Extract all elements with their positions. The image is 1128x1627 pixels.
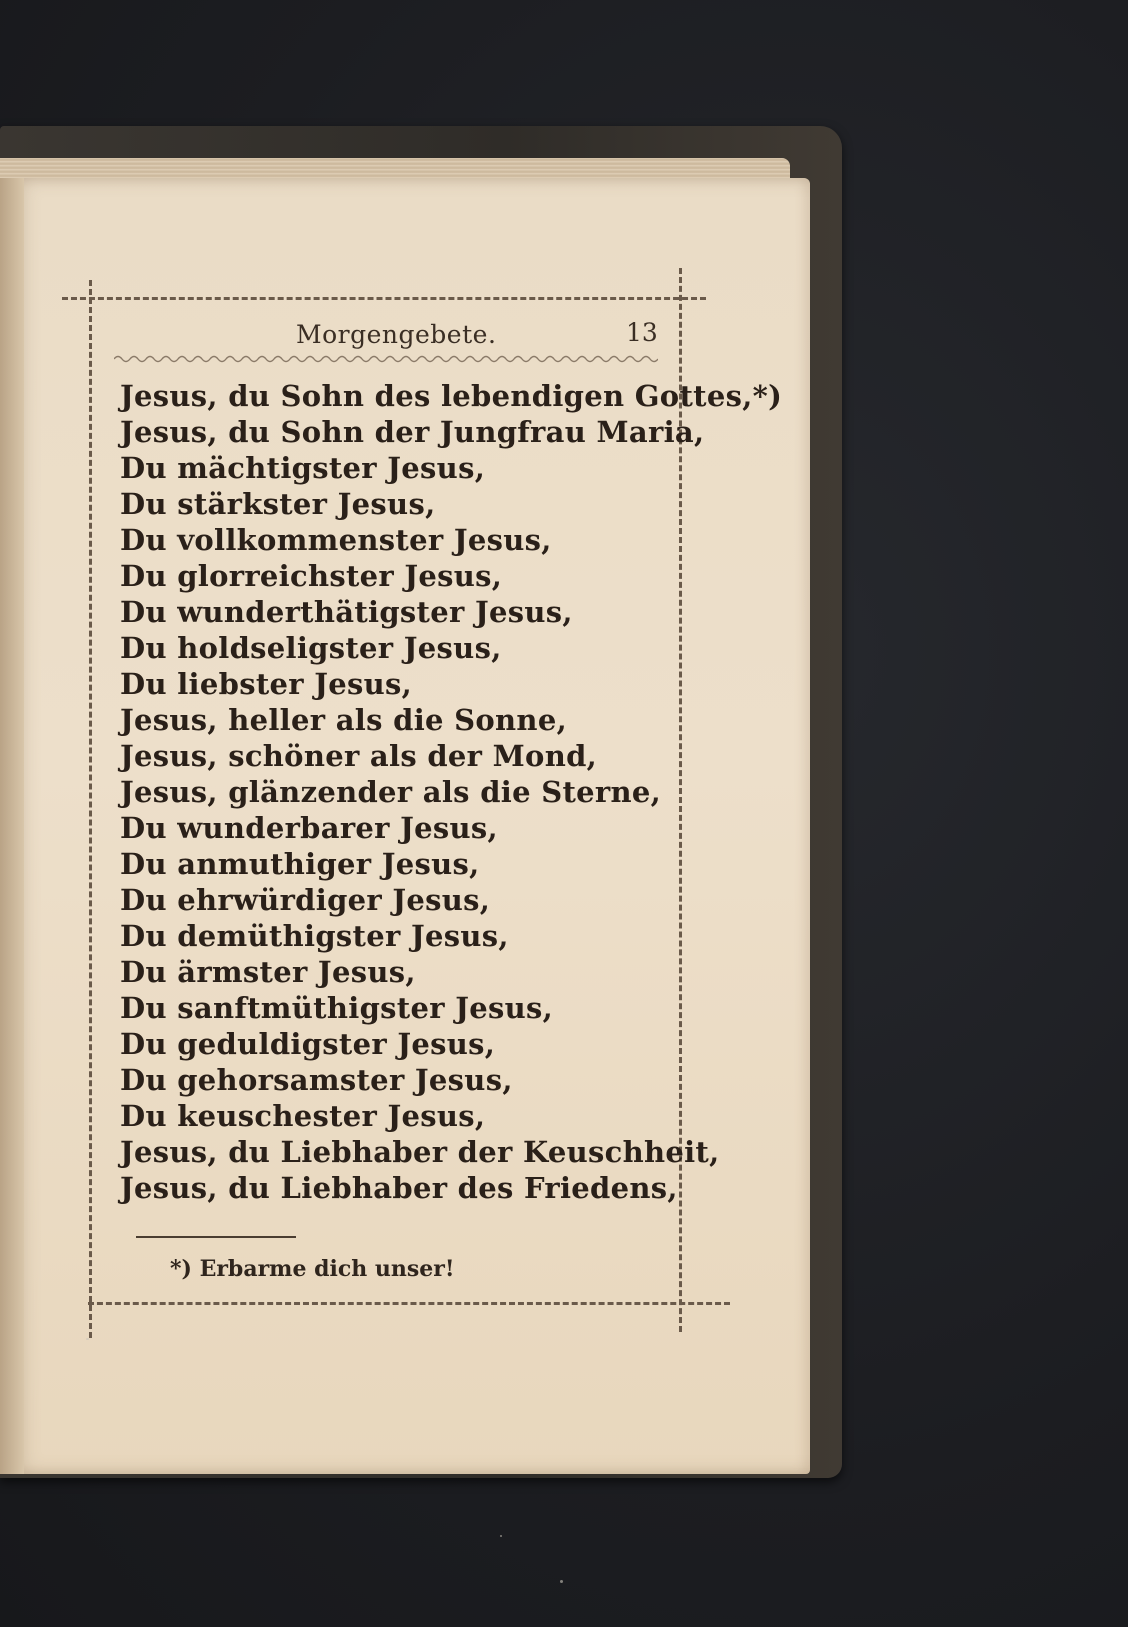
frame-left-border xyxy=(89,280,92,1338)
verse-line: Du demüthigster Jesus, xyxy=(120,919,509,953)
verse-line: Jesus, schöner als der Mond, xyxy=(120,739,598,773)
frame-top-border xyxy=(62,297,706,300)
verse-line: Jesus, du Liebhaber des Friedens, xyxy=(120,1171,678,1205)
verse-line: Du wunderthätigster Jesus, xyxy=(120,595,573,629)
verse-line: Jesus, du Sohn des lebendigen Gottes,*) xyxy=(120,379,783,413)
litany-verses xyxy=(120,378,783,1206)
verse-line: Du mächtigster Jesus, xyxy=(120,451,486,485)
verse-line: Du holdseligster Jesus, xyxy=(120,631,502,665)
page-gutter xyxy=(0,178,24,1474)
verse-line: Du keuschester Jesus, xyxy=(120,1099,486,1133)
verse-line: Du glorreichster Jesus, xyxy=(120,559,503,593)
verse-line: Du vollkommenster Jesus, xyxy=(120,523,552,557)
verse-line: Du ehrwürdiger Jesus, xyxy=(120,883,491,917)
dust-speck xyxy=(86,1338,89,1340)
verse-line: Du geduldigster Jesus, xyxy=(120,1027,496,1061)
verse-line: Du liebster Jesus, xyxy=(120,667,413,701)
page-number: 13 xyxy=(626,318,658,347)
verse-line: Du stärkster Jesus, xyxy=(120,487,436,521)
verse-line: Du gehorsamster Jesus, xyxy=(120,1063,513,1097)
footnote-rule xyxy=(136,1236,296,1238)
verse-line: Jesus, heller als die Sonne, xyxy=(120,703,567,737)
verse-line: Jesus, glänzender als die Sterne, xyxy=(120,775,662,809)
dust-speck xyxy=(560,1580,563,1583)
wavy-rule xyxy=(114,352,658,366)
verse-line: Du wunderbarer Jesus, xyxy=(120,811,498,845)
verse-line: Jesus, du Liebhaber der Keuschheit, xyxy=(120,1135,720,1169)
verse-line: Du anmuthiger Jesus, xyxy=(120,847,480,881)
frame-bottom-border xyxy=(88,1302,730,1305)
verse-line: Du ärmster Jesus, xyxy=(120,955,416,989)
verse-line: Du sanftmüthigster Jesus, xyxy=(120,991,553,1025)
running-head-title: Morgengebete. xyxy=(296,320,497,349)
dust-speck xyxy=(500,1535,502,1537)
footnote: *) Erbarme dich unser! xyxy=(170,1256,455,1282)
verse-line: Jesus, du Sohn der Jungfrau Maria, xyxy=(120,415,705,449)
